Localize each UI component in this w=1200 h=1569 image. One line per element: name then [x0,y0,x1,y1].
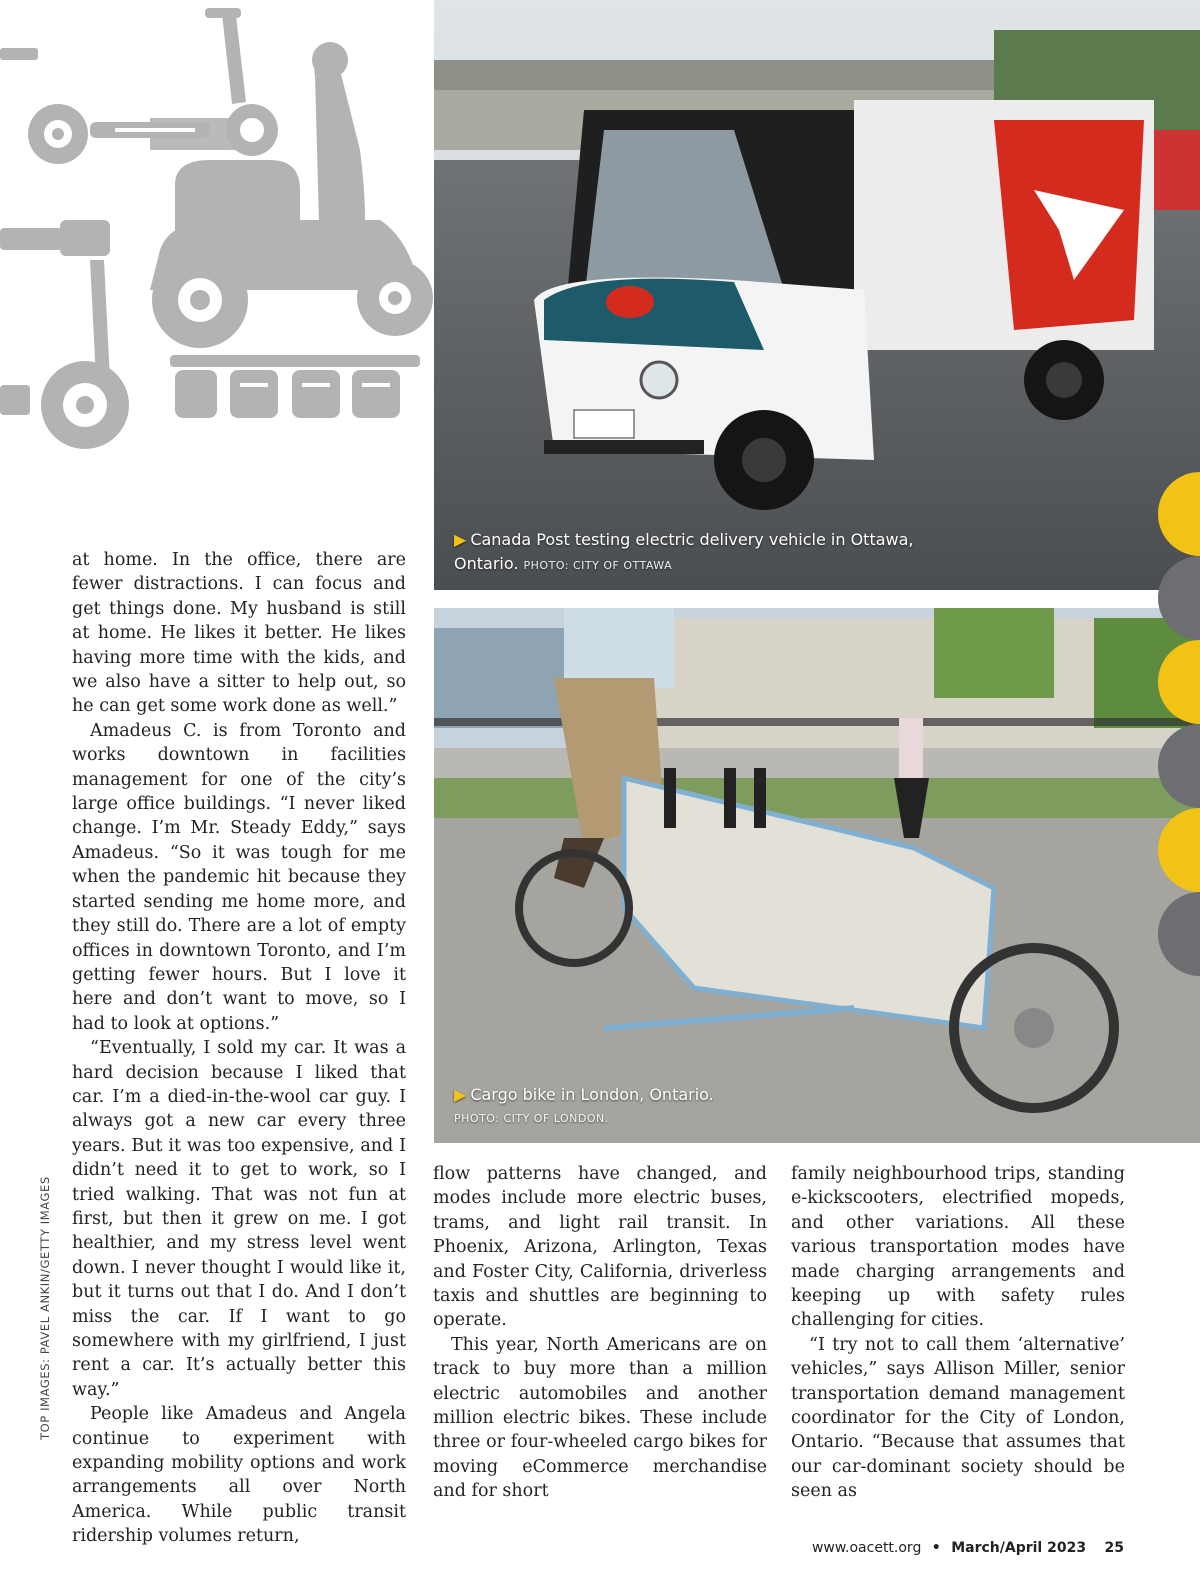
bottom-photo-caption [454,1084,974,1130]
paragraph: family neighbourhood trips, standing e-kickscooters, electrified mopeds, and other variations. All these various transportation modes have made charging arrangements and keeping up with safety rules challenging for cities. [791,1164,1125,1331]
paragraph: “I try not to call them ‘alternative’ vehicles,” says Allison Miller, senior transportation demand management coordinator for the City of London, Ontario. “Because that assumes that our car-dominant society should be seen as [791,1334,1125,1502]
right-column [791,1162,1125,1504]
paragraph: “Eventually, I sold my car. It was a hard decision because I liked that car. I’m a died-in-the-wool car guy. I always got a new car every three years. But it was too expensive, and I didn’t need it to get to work, so I tried walking. That was not fun at first, but then it grew on me. I got healthier, and my stress level went down. I never thought I would like it, but it turns out that I do. And I don’t miss the car. If I want to go somewhere with my girlfriend, I just rent a car. It’s actually better this way.” [72,1038,406,1400]
image-credit: TOP IMAGES: PAVEL ANKIN/GETTY IMAGES [38,1176,52,1440]
page-footer [812,1540,1124,1556]
delivery-vehicle-image [434,0,1200,590]
bottom-caption-text: Cargo bike in London, Ontario. [470,1085,714,1104]
top-photo-credit: PHOTO: CITY OF OTTAWA [523,559,673,572]
paragraph: flow patterns have changed, and modes include more electric buses, trams, and light rail transit. In Phoenix, Arizona, Arlington, Texas and Foster City, California, driverless taxis and shuttles are beginning to operate. [433,1164,767,1331]
middle-column [433,1162,767,1504]
paragraph: This year, North Americans are on track to buy more than a million electric automobiles and another million electric bikes. These include three or four-wheeled cargo bikes for moving eCommerce merchandise and for short [433,1334,767,1502]
bottom-photo-credit: PHOTO: CITY OF LONDON. [454,1112,609,1125]
top-photo-caption [454,528,974,578]
footer-url[interactable]: www.oacett.org [811,1540,922,1556]
footer-bullet: • [931,1540,941,1556]
cargo-bike-image [434,608,1200,1143]
page-number: 25 [1104,1540,1124,1556]
semicircle-dots-icon [1152,472,1200,982]
caption-arrow-icon: ▶ [454,530,467,549]
canada-post-vehicle-photo [434,0,1200,590]
paragraph: Amadeus C. is from Toronto and works downtown in facilities management for one of the city’s large office buildings. “I never liked change. I’m Mr. Steady Eddy,” says Amadeus. “So it was tough for me when the pandemic hit because they started sending me home more, and they still do. There are a lot of empty offices in downtown Toronto, and I’m getting fewer hours. But I love it here and don’t want to move, so I had to look at options.” [72,720,406,1034]
top-caption-text: Canada Post testing electric delivery vehicle in Ottawa, [470,530,914,549]
left-column [72,548,406,1549]
paragraph: at home. In the office, there are fewer distractions. I can focus and get things done. My husband is still at home. He likes it better. He likes having more time with the kids, and we also have a sitter to help out, so he can get some work done as well.” [72,550,406,717]
paragraph: People like Amadeus and Angela continue to experiment with expanding mobility options and work arrangements all over North America. While public transit ridership volumes return, [72,1404,406,1547]
caption-arrow-icon: ▶ [454,1085,467,1104]
scooter-illustration-icon [0,0,434,450]
cargo-bike-photo [434,608,1200,1143]
footer-issue-date: March/April 2023 [951,1540,1087,1556]
top-caption-text-line2: Ontario. [454,554,519,573]
